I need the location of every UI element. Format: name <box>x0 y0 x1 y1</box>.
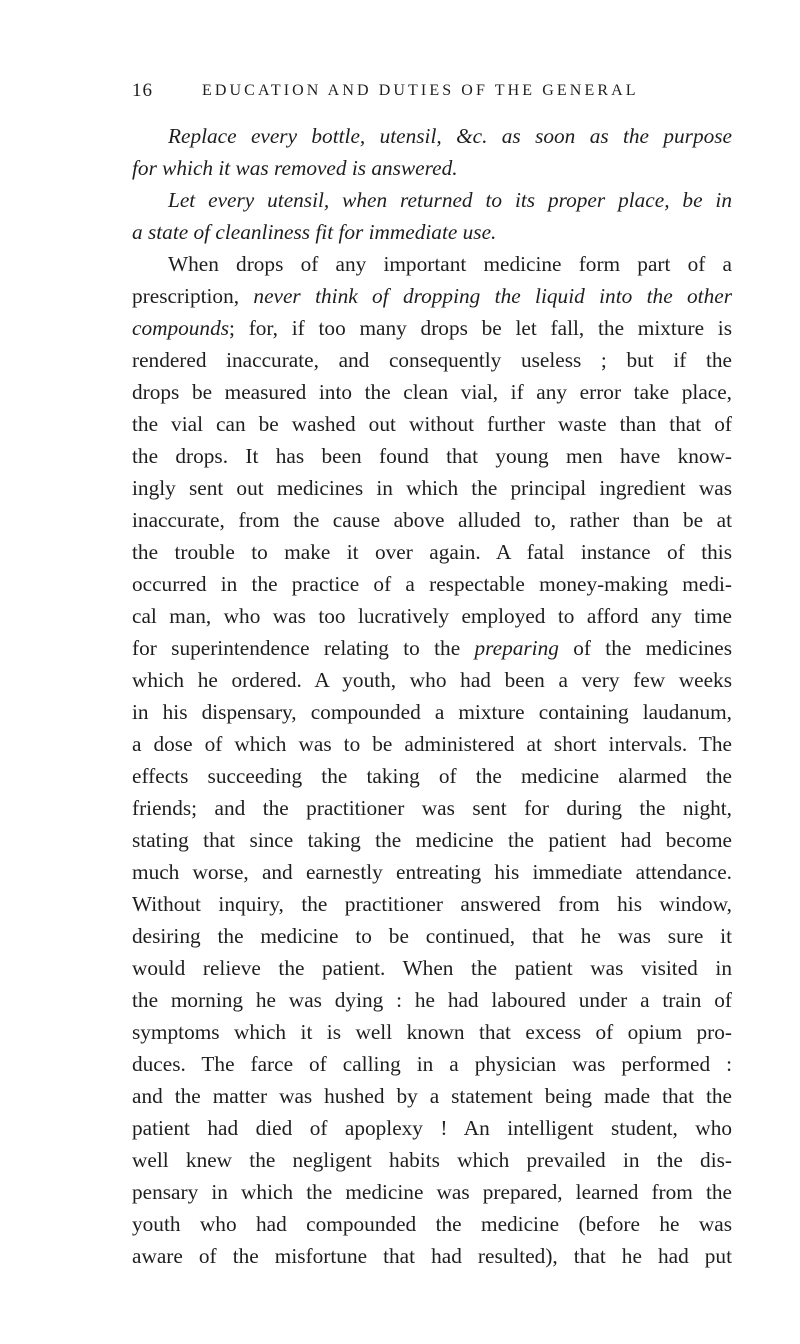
page-header <box>132 80 724 104</box>
text-run: drops be measured into the clean vial, if any error take place, <box>132 380 732 404</box>
text-run: symptoms which it is well known that excess of opium pro- <box>132 1020 732 1044</box>
text-run: cal man, who was too lucratively employed to afford any time <box>132 604 732 628</box>
text-line <box>132 536 732 568</box>
text-line <box>132 408 732 440</box>
text-line <box>132 504 732 536</box>
text-line <box>132 376 732 408</box>
text-run: which he ordered. A youth, who had been a very few weeks <box>132 668 732 692</box>
text-line <box>132 1144 732 1176</box>
text-run: the morning he was dying : he had laboured under a train of <box>132 988 732 1012</box>
text-run: ; for, if too many drops be let fall, the mixture is <box>229 316 732 340</box>
text-run: the drops. It has been found that young men have know- <box>132 444 732 468</box>
text-run: rendered inaccurate, and consequently useless ; but if the <box>132 348 732 372</box>
text-run: duces. The farce of calling in a physician was performed : <box>132 1052 732 1076</box>
italic-text-run: compounds <box>132 316 230 340</box>
running-head: EDUCATION AND DUTIES OF THE GENERAL <box>202 82 639 99</box>
text-line <box>132 824 732 856</box>
text-line <box>132 664 732 696</box>
text-run: youth who had compounded the medicine (before he was <box>132 1212 732 1236</box>
text-line <box>132 1208 732 1240</box>
text-line <box>132 440 732 472</box>
text-line <box>132 920 732 952</box>
text-line <box>132 952 732 984</box>
italic-text-run: a state of cleanliness fit for immediate use. <box>132 220 497 244</box>
text-line <box>132 760 732 792</box>
text-line <box>132 120 732 152</box>
text-run: would relieve the patient. When the patient was visited in <box>132 956 732 980</box>
text-line <box>132 1048 732 1080</box>
text-run: inaccurate, from the cause above alluded to, rather than be at <box>132 508 732 532</box>
text-line <box>132 696 732 728</box>
text-run: When drops of any important medicine form part of a <box>168 252 732 276</box>
text-run: effects succeeding the taking of the medicine alarmed the <box>132 764 732 788</box>
text-run: a dose of which was to be administered at short intervals. The <box>132 732 732 756</box>
text-run: aware of the misfortune that had resulted), that he had put <box>132 1244 732 1268</box>
text-line <box>132 216 732 248</box>
text-line <box>132 184 732 216</box>
text-run: for superintendence relating to the <box>132 636 475 660</box>
text-run: prescription, <box>132 284 254 308</box>
text-line <box>132 856 732 888</box>
text-line <box>132 984 732 1016</box>
text-line <box>132 792 732 824</box>
text-run: Without inquiry, the practitioner answered from his window, <box>132 892 732 916</box>
text-line <box>132 1112 732 1144</box>
text-run: of the medicines <box>558 636 733 660</box>
italic-text-run: never think of dropping the liquid into the other <box>253 284 732 308</box>
italic-text-run: Replace every bottle, utensil, &c. as soon as the purpose <box>168 124 732 148</box>
italic-text-run: preparing <box>474 636 559 660</box>
body-text <box>132 120 732 1272</box>
text-run: well knew the negligent habits which prevailed in the dis- <box>132 1148 732 1172</box>
text-line <box>132 312 732 344</box>
text-line <box>132 1176 732 1208</box>
text-run: ingly sent out medicines in which the principal ingredient was <box>132 476 732 500</box>
text-line <box>132 152 732 184</box>
page-number: 16 <box>132 80 153 101</box>
text-run: much worse, and earnestly entreating his immediate attendance. <box>132 860 732 884</box>
text-run: the trouble to make it over again. A fatal instance of this <box>132 540 732 564</box>
text-line <box>132 568 732 600</box>
text-run: and the matter was hushed by a statement being made that the <box>132 1084 732 1108</box>
text-line <box>132 728 732 760</box>
text-line <box>132 1016 732 1048</box>
text-line <box>132 472 732 504</box>
text-line <box>132 888 732 920</box>
text-run: desiring the medicine to be continued, that he was sure it <box>132 924 732 948</box>
text-line <box>132 344 732 376</box>
text-line <box>132 1240 732 1272</box>
text-run: in his dispensary, compounded a mixture containing laudanum, <box>132 700 732 724</box>
text-run: patient had died of apoplexy ! An intelligent student, who <box>132 1116 732 1140</box>
text-run: pensary in which the medicine was prepared, learned from the <box>132 1180 732 1204</box>
text-run: friends; and the practitioner was sent for during the night, <box>132 796 732 820</box>
text-line <box>132 248 732 280</box>
text-line <box>132 600 732 632</box>
text-line <box>132 632 732 664</box>
italic-text-run: for which it was removed is answered. <box>132 156 458 180</box>
italic-text-run: Let every utensil, when returned to its proper place, be in <box>168 188 732 212</box>
text-line <box>132 280 732 312</box>
text-run: occurred in the practice of a respectable money-making medi- <box>132 572 732 596</box>
text-run: stating that since taking the medicine the patient had become <box>132 828 732 852</box>
text-run: the vial can be washed out without further waste than that of <box>132 412 732 436</box>
text-line <box>132 1080 732 1112</box>
